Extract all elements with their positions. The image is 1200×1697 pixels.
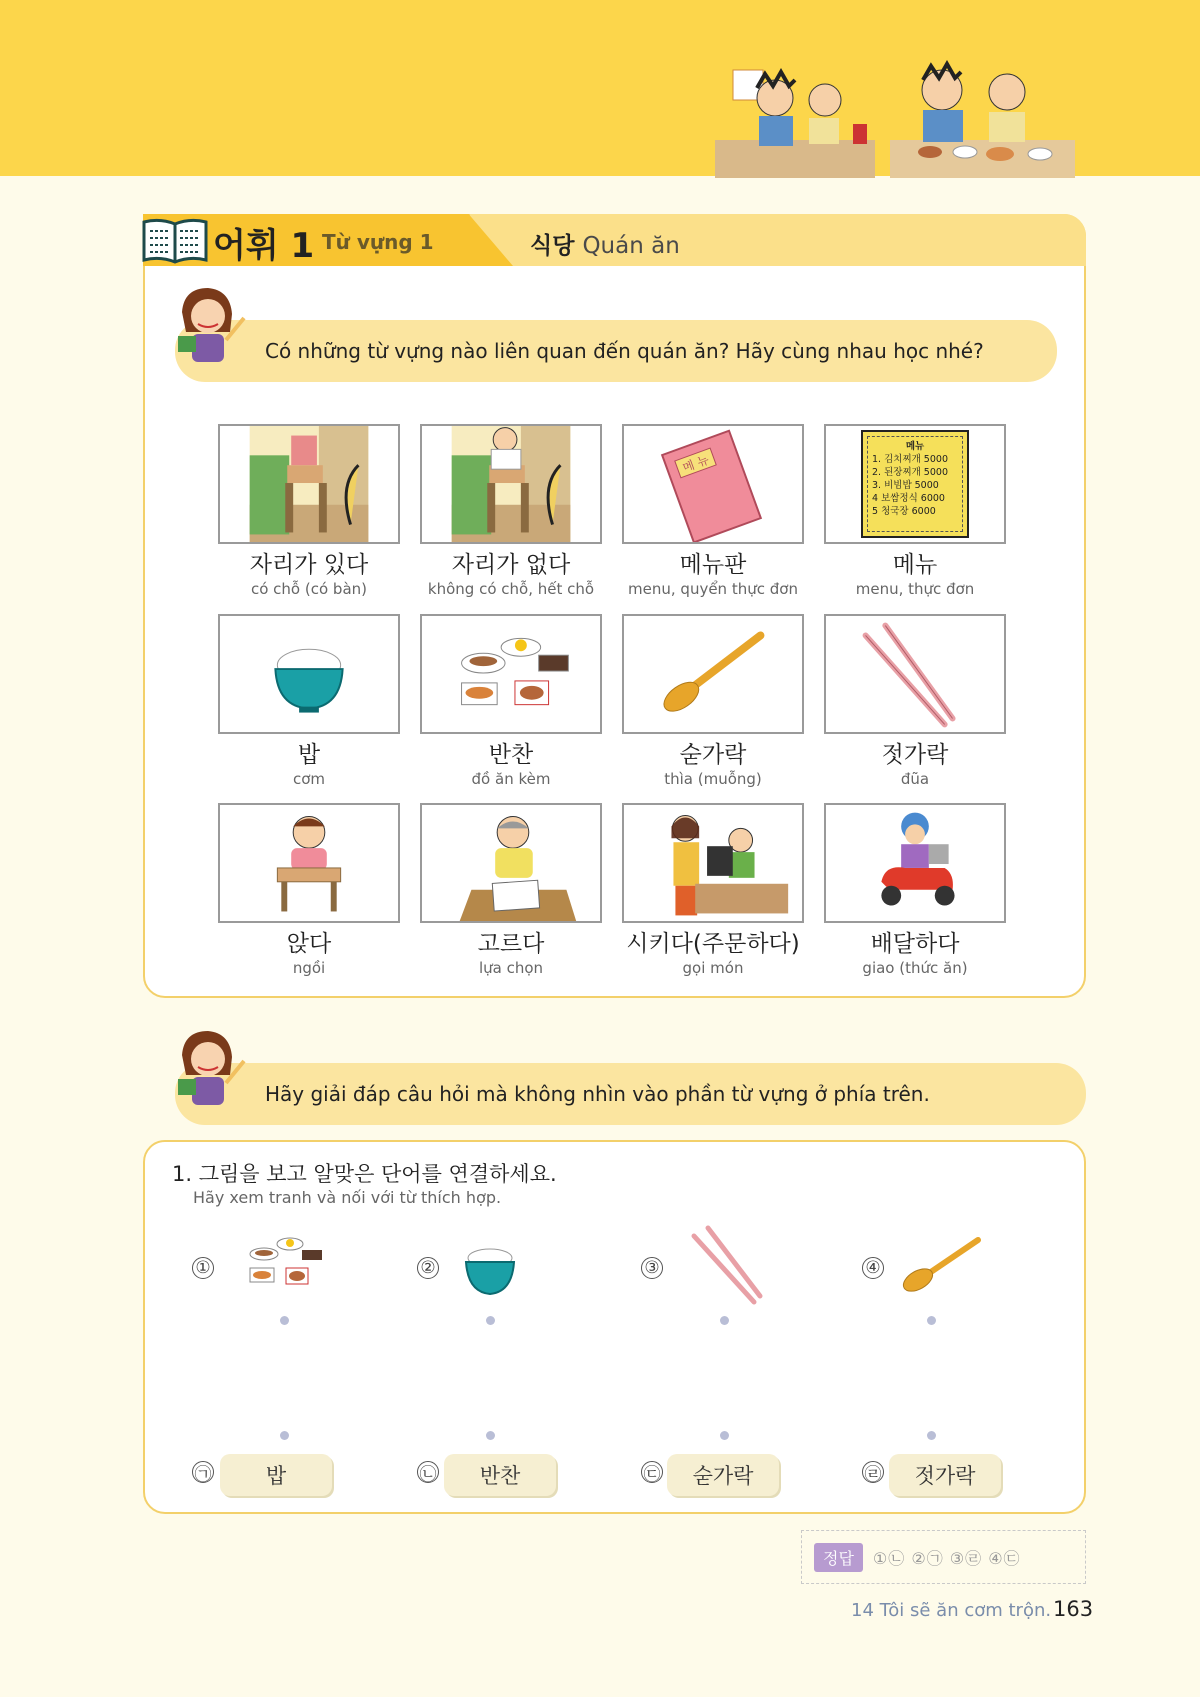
vocab-korean: 앉다: [286, 931, 332, 957]
match-dot-top[interactable]: [486, 1316, 495, 1325]
vocab-card: [420, 803, 602, 978]
vocab-picture: [622, 424, 804, 544]
spoon-icon: [624, 615, 802, 733]
menu-book-label: 메 뉴: [680, 452, 711, 475]
menu-board-item: 4 보쌈정식 6000: [872, 493, 945, 504]
vocab-korean: 자리가 없다: [451, 552, 571, 578]
match-dot-top[interactable]: [720, 1316, 729, 1325]
vocab-card: [420, 614, 602, 789]
seat-available-icon: [220, 425, 398, 543]
vocab-picture: [420, 803, 602, 923]
menu-book-icon: [624, 425, 802, 543]
vocab-vietnamese: có chỗ (có bàn): [250, 580, 367, 598]
chapter-title: 14 Tôi sẽ ăn cơm trộn.: [851, 1600, 1052, 1621]
vocab-korean: 메뉴: [892, 552, 938, 578]
vocab-picture: [420, 614, 602, 734]
intro-speech-bubble: [175, 320, 1057, 382]
picture-number: [192, 1257, 214, 1279]
menu-board-item: 1. 김치찌개 5000: [872, 454, 948, 465]
vocab-korean: 메뉴판: [679, 552, 747, 578]
side-dishes-icon: [240, 1232, 330, 1302]
section-title-vn: Từ vựng 1: [322, 230, 434, 254]
ordering-food-icon: [624, 804, 802, 922]
answer-key: [801, 1530, 1086, 1584]
topic-vn: Quán ăn: [582, 233, 680, 259]
word-mark: [641, 1461, 663, 1483]
word-mark: [417, 1461, 439, 1483]
vocab-card: [420, 424, 602, 599]
vocab-vietnamese: đồ ăn kèm: [471, 770, 551, 788]
chopsticks-icon: [688, 1224, 768, 1308]
restaurant-customers-illustration: [715, 60, 1075, 178]
vocab-picture: [824, 424, 1006, 544]
word-option-text: 반찬: [479, 1464, 521, 1488]
open-book-icon: [140, 216, 210, 264]
word-mark-text: ㉢: [643, 1464, 661, 1485]
vocab-card: [824, 803, 1006, 978]
instruction-speech-bubble: [175, 1063, 1086, 1125]
picture-number-text: ③: [644, 1258, 660, 1278]
word-option[interactable]: [667, 1454, 779, 1496]
topic-ko: 식당: [530, 233, 575, 259]
menu-board-item: 5 청국장 6000: [872, 506, 936, 517]
vocab-picture: [218, 803, 400, 923]
vocab-korean: 젓가락: [881, 742, 949, 768]
picture-number: [862, 1257, 884, 1279]
vocab-picture: [824, 614, 1006, 734]
word-mark-text: ㉣: [864, 1464, 882, 1485]
page-number: 163: [1053, 1597, 1094, 1621]
picture-number: [641, 1257, 663, 1279]
side-dishes-icon: [422, 615, 600, 733]
intro-text: Có những từ vựng nào liên quan đến quán ăn? Hãy cùng nhau học nhé?: [265, 339, 984, 363]
choosing-man-icon: [422, 804, 600, 922]
picture-number-text: ②: [420, 1258, 436, 1278]
vocab-picture: [420, 424, 602, 544]
word-mark-text: ㉡: [419, 1464, 437, 1485]
instruction-text: Hãy giải đáp câu hỏi mà không nhìn vào phần từ vựng ở phía trên.: [265, 1082, 930, 1106]
vocab-vietnamese: gọi món: [682, 959, 744, 977]
exercise-question-vn: Hãy xem tranh và nối với từ thích hợp.: [193, 1188, 502, 1207]
seat-unavailable-icon: [422, 425, 600, 543]
vocab-card: [622, 424, 804, 599]
word-option-text: 젓가락: [914, 1464, 976, 1488]
section-topic: [530, 227, 680, 260]
section-title: 어휘 1: [213, 226, 315, 266]
vocab-picture: [218, 424, 400, 544]
teacher-icon: [172, 1027, 252, 1109]
vocab-card: [218, 803, 400, 978]
word-option[interactable]: [220, 1454, 332, 1496]
exercise-question: 1. 그림을 보고 알맞은 단어를 연결하세요.: [172, 1162, 557, 1186]
menu-board-item: 2. 된장찌개 5000: [872, 467, 948, 478]
vocab-korean: 배달하다: [870, 931, 960, 957]
vocab-picture: [824, 803, 1006, 923]
vocab-vietnamese: lựa chọn: [478, 959, 544, 977]
vocab-picture: [622, 803, 804, 923]
vocab-vietnamese: không có chỗ, hết chỗ: [427, 580, 595, 598]
menu-board-item: 3. 비빔밥 5000: [872, 480, 939, 491]
vocab-korean: 반찬: [488, 742, 534, 768]
vocab-vietnamese: menu, quyển thực đơn: [628, 580, 798, 598]
match-dot-top[interactable]: [280, 1316, 289, 1325]
vocab-korean: 밥: [297, 742, 321, 768]
vocab-card: [218, 614, 400, 789]
vocab-picture: [622, 614, 804, 734]
menu-board-title: 메뉴: [905, 441, 925, 452]
match-dot-bottom[interactable]: [720, 1431, 729, 1440]
match-dot-top[interactable]: [927, 1316, 936, 1325]
answer-tag: 정답: [814, 1543, 863, 1572]
vocab-korean: 시키다(주문하다): [626, 931, 800, 957]
picture-number: [417, 1257, 439, 1279]
vocab-card: [622, 614, 804, 789]
sitting-child-icon: [220, 804, 398, 922]
vocab-korean: 자리가 있다: [249, 552, 369, 578]
vocab-vietnamese: menu, thực đơn: [855, 580, 975, 598]
vocab-vietnamese: đũa: [900, 770, 930, 788]
vocab-card: [824, 614, 1006, 789]
chopsticks-icon: [826, 615, 1004, 733]
menu-board: [861, 430, 969, 538]
word-option-text: 숟가락: [692, 1464, 754, 1488]
match-dot-bottom[interactable]: [280, 1431, 289, 1440]
spoon-icon: [900, 1232, 984, 1294]
vocab-card: [824, 424, 1006, 599]
match-dot-bottom[interactable]: [927, 1431, 936, 1440]
vocab-card: [622, 803, 804, 978]
vocab-korean: 숟가락: [679, 742, 747, 768]
teacher-icon: [172, 284, 252, 366]
vocab-vietnamese: cơm: [292, 770, 326, 788]
picture-number-text: ④: [865, 1258, 881, 1278]
word-option[interactable]: [889, 1454, 1001, 1496]
vocab-vietnamese: thìa (muỗng): [664, 770, 762, 788]
vocab-vietnamese: ngồi: [292, 959, 326, 977]
vocab-picture: [218, 614, 400, 734]
word-mark: [192, 1461, 214, 1483]
rice-bowl-icon: [220, 615, 398, 733]
rice-bowl-icon: [462, 1248, 518, 1298]
word-mark-text: ㉠: [194, 1464, 212, 1485]
word-option[interactable]: [444, 1454, 556, 1496]
answer-text: ①㉡ ②㉠ ③㉣ ④㉢: [872, 1548, 1021, 1568]
match-dot-bottom[interactable]: [486, 1431, 495, 1440]
word-option-text: 밥: [265, 1464, 287, 1488]
vocab-card: [218, 424, 400, 599]
delivery-scooter-icon: [826, 804, 1004, 922]
vocab-vietnamese: giao (thức ăn): [862, 959, 968, 977]
picture-number-text: ①: [195, 1258, 211, 1278]
word-mark: [862, 1461, 884, 1483]
vocab-korean: 고르다: [477, 931, 545, 957]
